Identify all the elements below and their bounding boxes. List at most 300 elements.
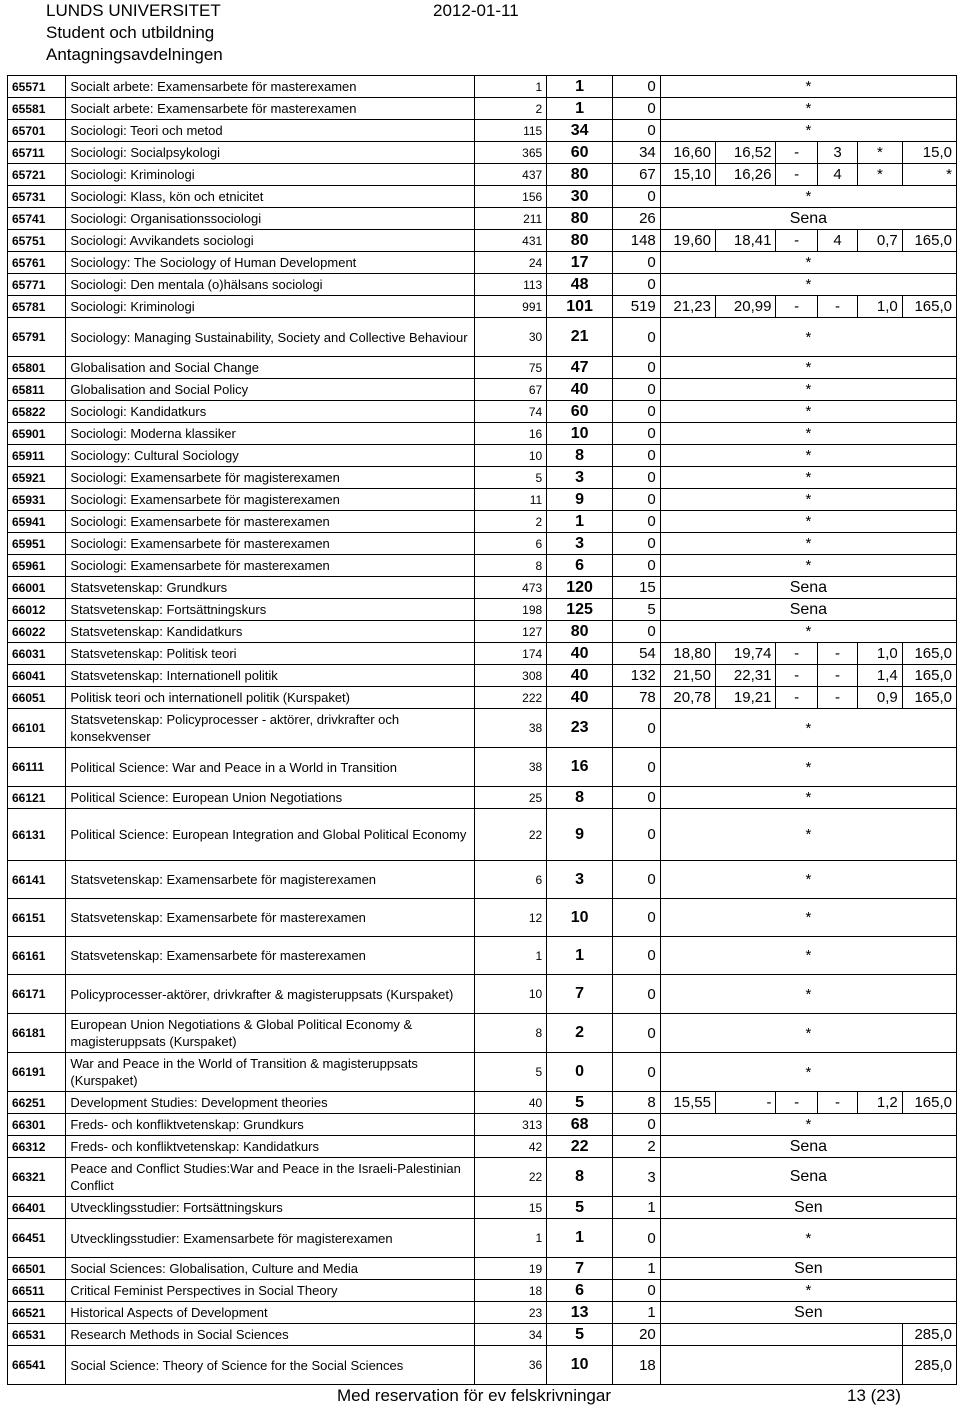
course-name: Sociologi: Examensarbete för masterexamen <box>66 533 475 555</box>
applicants-count: 25 <box>475 787 547 809</box>
reserves-count: 0 <box>613 533 661 555</box>
status-note: * <box>660 445 956 467</box>
applicants-count: 36 <box>475 1346 547 1385</box>
course-code: 66111 <box>8 748 66 787</box>
course-name: Critical Feminist Perspectives in Social Theory <box>66 1280 475 1302</box>
reserves-count: 0 <box>613 861 661 899</box>
admitted-count: 10 <box>547 1346 613 1385</box>
course-name: Sociologi: Examensarbete för magisterexamen <box>66 467 475 489</box>
course-code: 66012 <box>8 599 66 621</box>
status-note: * <box>660 98 956 120</box>
status-note: * <box>660 1280 956 1302</box>
status-note: Sena <box>660 1136 956 1158</box>
applicants-count: 5 <box>475 467 547 489</box>
applicants-count: 40 <box>475 1092 547 1114</box>
reserves-count: 0 <box>613 975 661 1014</box>
merit-value: 15,10 <box>660 164 715 186</box>
course-code: 66531 <box>8 1324 66 1346</box>
table-row <box>8 423 957 445</box>
table-row <box>8 489 957 511</box>
applicants-count: 313 <box>475 1114 547 1136</box>
table-row <box>8 230 957 252</box>
course-code: 66171 <box>8 975 66 1014</box>
status-note: * <box>660 1219 956 1258</box>
merit-value: 19,60 <box>660 230 715 252</box>
course-name: Utvecklingsstudier: Fortsättningskurs <box>66 1197 475 1219</box>
table-row <box>8 252 957 274</box>
reserves-count: 1 <box>613 1197 661 1219</box>
course-code: 66051 <box>8 687 66 709</box>
status-note: * <box>660 787 956 809</box>
table-row <box>8 687 957 709</box>
applicants-count: 16 <box>475 423 547 445</box>
course-name: Sociologi: Examensarbete för masterexamen <box>66 555 475 577</box>
course-code: 66321 <box>8 1158 66 1197</box>
course-name: Sociology: The Sociology of Human Development <box>66 252 475 274</box>
course-code: 65581 <box>8 98 66 120</box>
admitted-count: 80 <box>547 230 613 252</box>
applicants-count: 74 <box>475 401 547 423</box>
table-row <box>8 467 957 489</box>
course-code: 65761 <box>8 252 66 274</box>
applicants-count: 1 <box>475 937 547 975</box>
merit-value: - <box>817 643 857 665</box>
table-row <box>8 401 957 423</box>
course-code: 66191 <box>8 1053 66 1092</box>
applicants-count: 5 <box>475 1053 547 1092</box>
merit-value: 15,0 <box>902 142 956 164</box>
course-code: 65781 <box>8 296 66 318</box>
course-name: Socialt arbete: Examensarbete för masterexamen <box>66 76 475 98</box>
course-name: Statsvetenskap: Examensarbete för masterexamen <box>66 937 475 975</box>
merit-value: 15,55 <box>660 1092 715 1114</box>
merit-value: - <box>715 1092 776 1114</box>
merit-value: 20,99 <box>715 296 776 318</box>
table-row <box>8 1136 957 1158</box>
table-row <box>8 1302 957 1324</box>
admitted-count: 1 <box>547 1219 613 1258</box>
table-row <box>8 748 957 787</box>
admitted-count: 60 <box>547 401 613 423</box>
reserves-count: 3 <box>613 1158 661 1197</box>
course-code: 66401 <box>8 1197 66 1219</box>
course-name: Sociology: Cultural Sociology <box>66 445 475 467</box>
course-code: 65731 <box>8 186 66 208</box>
status-note: * <box>660 186 956 208</box>
reserves-count: 0 <box>613 76 661 98</box>
status-note: * <box>660 357 956 379</box>
table-row <box>8 511 957 533</box>
admitted-count: 8 <box>547 787 613 809</box>
merit-value: 285,0 <box>902 1324 956 1346</box>
reserves-count: 0 <box>613 252 661 274</box>
merit-value: * <box>858 142 903 164</box>
course-code: 66251 <box>8 1092 66 1114</box>
admitted-count: 22 <box>547 1136 613 1158</box>
course-code: 65931 <box>8 489 66 511</box>
admitted-count: 17 <box>547 252 613 274</box>
table-row <box>8 665 957 687</box>
reserves-count: 0 <box>613 401 661 423</box>
admitted-count: 23 <box>547 709 613 748</box>
course-name: Statsvetenskap: Examensarbete för magisterexamen <box>66 861 475 899</box>
applicants-count: 30 <box>475 318 547 357</box>
course-code: 65751 <box>8 230 66 252</box>
merit-value: 165,0 <box>902 296 956 318</box>
course-code: 66121 <box>8 787 66 809</box>
admitted-count: 9 <box>547 489 613 511</box>
reserves-count: 0 <box>613 357 661 379</box>
status-note: * <box>660 1014 956 1053</box>
merit-value: 18,80 <box>660 643 715 665</box>
applicants-count: 127 <box>475 621 547 643</box>
course-name: Sociologi: Den mentala (o)hälsans sociologi <box>66 274 475 296</box>
reserves-count: 0 <box>613 511 661 533</box>
table-row <box>8 809 957 861</box>
applicants-count: 22 <box>475 1158 547 1197</box>
table-row <box>8 1346 957 1385</box>
reserves-count: 0 <box>613 1219 661 1258</box>
course-code: 66541 <box>8 1346 66 1385</box>
course-name: Globalisation and Social Policy <box>66 379 475 401</box>
admitted-count: 80 <box>547 208 613 230</box>
course-name: Peace and Conflict Studies:War and Peace in the Israeli-Palestinian Conflict <box>66 1158 475 1197</box>
applicants-count: 18 <box>475 1280 547 1302</box>
merit-value: 1,0 <box>858 296 903 318</box>
merit-value: 1,0 <box>858 643 903 665</box>
course-code: 65701 <box>8 120 66 142</box>
course-name: Statsvetenskap: Examensarbete för masterexamen <box>66 899 475 937</box>
merit-value: - <box>776 296 817 318</box>
applicants-count: 38 <box>475 748 547 787</box>
course-name: Political Science: European Integration and Global Political Economy <box>66 809 475 861</box>
status-note: * <box>660 120 956 142</box>
table-row <box>8 296 957 318</box>
course-name: Sociologi: Examensarbete för masterexamen <box>66 511 475 533</box>
course-name: Socialt arbete: Examensarbete för masterexamen <box>66 98 475 120</box>
reserves-count: 2 <box>613 1136 661 1158</box>
course-name: Social Science: Theory of Science for the Social Sciences <box>66 1346 475 1385</box>
course-code: 66101 <box>8 709 66 748</box>
reserves-count: 0 <box>613 937 661 975</box>
admitted-count: 21 <box>547 318 613 357</box>
merit-value: 4 <box>817 230 857 252</box>
admitted-count: 0 <box>547 1053 613 1092</box>
reserves-count: 18 <box>613 1346 661 1385</box>
admitted-count: 80 <box>547 164 613 186</box>
status-note: * <box>660 709 956 748</box>
applicants-count: 2 <box>475 98 547 120</box>
merit-value: - <box>817 296 857 318</box>
admitted-count: 16 <box>547 748 613 787</box>
footer-note: Med reservation för ev felskrivningar <box>337 1386 612 1405</box>
status-note: Sena <box>660 208 956 230</box>
applicants-count: 11 <box>475 489 547 511</box>
applicants-count: 38 <box>475 709 547 748</box>
table-row <box>8 1014 957 1053</box>
course-name: War and Peace in the World of Transition & magisteruppsats (Kurspaket) <box>66 1053 475 1092</box>
table-row <box>8 1258 957 1280</box>
merit-value: - <box>776 230 817 252</box>
applicants-count: 22 <box>475 809 547 861</box>
course-code: 65721 <box>8 164 66 186</box>
merit-value: - <box>776 687 817 709</box>
merit-value: 285,0 <box>902 1346 956 1385</box>
table-row <box>8 357 957 379</box>
merit-value: 4 <box>817 164 857 186</box>
admitted-count: 1 <box>547 937 613 975</box>
applicants-count: 1 <box>475 76 547 98</box>
merit-value: - <box>776 665 817 687</box>
applicants-count: 991 <box>475 296 547 318</box>
page-number: 13 (23) <box>847 1386 901 1405</box>
course-name: Globalisation and Social Change <box>66 357 475 379</box>
course-name: Sociologi: Klass, kön och etnicitet <box>66 186 475 208</box>
course-name: European Union Negotiations & Global Political Economy & magisteruppsats (Kurspaket) <box>66 1014 475 1053</box>
applicants-count: 34 <box>475 1324 547 1346</box>
table-row <box>8 709 957 748</box>
course-code: 66001 <box>8 577 66 599</box>
admitted-count: 48 <box>547 274 613 296</box>
table-row <box>8 861 957 899</box>
merit-value: 19,21 <box>715 687 776 709</box>
applicants-count: 222 <box>475 687 547 709</box>
course-name: Political Science: War and Peace in a World in Transition <box>66 748 475 787</box>
course-name: Sociologi: Kriminologi <box>66 296 475 318</box>
applicants-count: 113 <box>475 274 547 296</box>
merit-value: - <box>817 687 857 709</box>
reserves-count: 0 <box>613 1053 661 1092</box>
status-note: * <box>660 76 956 98</box>
reserves-count: 519 <box>613 296 661 318</box>
table-row <box>8 1197 957 1219</box>
status-note: * <box>660 975 956 1014</box>
status-note: Sena <box>660 577 956 599</box>
applicants-count: 6 <box>475 861 547 899</box>
reserves-count: 0 <box>613 621 661 643</box>
admitted-count: 8 <box>547 445 613 467</box>
course-code: 65791 <box>8 318 66 357</box>
table-row <box>8 621 957 643</box>
merit-value: 165,0 <box>902 665 956 687</box>
document-header <box>46 0 223 66</box>
applicants-count: 8 <box>475 1014 547 1053</box>
course-name: Development Studies: Development theories <box>66 1092 475 1114</box>
admitted-count: 68 <box>547 1114 613 1136</box>
admitted-count: 3 <box>547 533 613 555</box>
applicants-count: 115 <box>475 120 547 142</box>
table-row <box>8 599 957 621</box>
admitted-count: 1 <box>547 98 613 120</box>
merit-value: - <box>817 1092 857 1114</box>
merit-value: - <box>776 142 817 164</box>
merit-value: 16,52 <box>715 142 776 164</box>
status-note: * <box>660 899 956 937</box>
course-code: 65901 <box>8 423 66 445</box>
unit-name: Antagningsavdelningen <box>46 45 223 64</box>
status-note: * <box>660 1053 956 1092</box>
applicants-count: 67 <box>475 379 547 401</box>
reserves-count: 0 <box>613 379 661 401</box>
course-name: Sociologi: Kriminologi <box>66 164 475 186</box>
table-row <box>8 274 957 296</box>
merit-value: 165,0 <box>902 230 956 252</box>
admitted-count: 13 <box>547 1302 613 1324</box>
reserves-count: 0 <box>613 467 661 489</box>
admitted-count: 6 <box>547 1280 613 1302</box>
status-note: * <box>660 861 956 899</box>
applicants-count: 19 <box>475 1258 547 1280</box>
course-code: 65911 <box>8 445 66 467</box>
merit-value: 21,50 <box>660 665 715 687</box>
table-row <box>8 975 957 1014</box>
status-note: * <box>660 252 956 274</box>
table-row <box>8 1158 957 1197</box>
table-row <box>8 164 957 186</box>
status-note: Sena <box>660 1158 956 1197</box>
course-code: 65951 <box>8 533 66 555</box>
merit-value: 20,78 <box>660 687 715 709</box>
admitted-count: 80 <box>547 621 613 643</box>
admitted-count: 47 <box>547 357 613 379</box>
status-note: Sen <box>660 1197 956 1219</box>
applicants-count: 174 <box>475 643 547 665</box>
course-code: 65961 <box>8 555 66 577</box>
course-code: 66031 <box>8 643 66 665</box>
table-row <box>8 142 957 164</box>
merit-value: 22,31 <box>715 665 776 687</box>
admitted-count: 60 <box>547 142 613 164</box>
merit-value: - <box>776 1092 817 1114</box>
reserves-count: 8 <box>613 1092 661 1114</box>
status-note: * <box>660 621 956 643</box>
table-row <box>8 1092 957 1114</box>
table-row <box>8 208 957 230</box>
course-code: 66451 <box>8 1219 66 1258</box>
table-row <box>8 445 957 467</box>
reserves-count: 148 <box>613 230 661 252</box>
reserves-count: 0 <box>613 423 661 445</box>
reserves-count: 0 <box>613 1014 661 1053</box>
status-note: * <box>660 748 956 787</box>
admitted-count: 10 <box>547 899 613 937</box>
applicants-count: 6 <box>475 533 547 555</box>
table-row <box>8 186 957 208</box>
table-row <box>8 643 957 665</box>
empty-cells <box>660 1324 902 1346</box>
merit-value: - <box>817 665 857 687</box>
table-row <box>8 1324 957 1346</box>
reserves-count: 132 <box>613 665 661 687</box>
status-note: * <box>660 379 956 401</box>
course-name: Freds- och konfliktvetenskap: Grundkurs <box>66 1114 475 1136</box>
reserves-count: 0 <box>613 186 661 208</box>
reserves-count: 67 <box>613 164 661 186</box>
course-code: 66161 <box>8 937 66 975</box>
applicants-count: 42 <box>475 1136 547 1158</box>
reserves-count: 34 <box>613 142 661 164</box>
merit-value: * <box>858 164 903 186</box>
applicants-count: 211 <box>475 208 547 230</box>
reserves-count: 0 <box>613 318 661 357</box>
merit-value: 0,7 <box>858 230 903 252</box>
reserves-count: 0 <box>613 274 661 296</box>
course-name: Sociologi: Moderna klassiker <box>66 423 475 445</box>
applicants-count: 365 <box>475 142 547 164</box>
reserves-count: 0 <box>613 787 661 809</box>
table-row <box>8 533 957 555</box>
reserves-count: 0 <box>613 120 661 142</box>
admitted-count: 1 <box>547 76 613 98</box>
table-row <box>8 1053 957 1092</box>
applicants-count: 473 <box>475 577 547 599</box>
table-row <box>8 1114 957 1136</box>
admitted-count: 5 <box>547 1324 613 1346</box>
course-code: 66181 <box>8 1014 66 1053</box>
table-row <box>8 379 957 401</box>
admitted-count: 5 <box>547 1197 613 1219</box>
table-row <box>8 120 957 142</box>
status-note: * <box>660 511 956 533</box>
course-name: Policyprocesser-aktörer, drivkrafter & magisteruppsats (Kurspaket) <box>66 975 475 1014</box>
reserves-count: 0 <box>613 748 661 787</box>
merit-value: - <box>776 164 817 186</box>
course-name: Sociologi: Organisationssociologi <box>66 208 475 230</box>
applicants-count: 308 <box>475 665 547 687</box>
merit-value: 165,0 <box>902 1092 956 1114</box>
merit-value: 19,74 <box>715 643 776 665</box>
reserves-count: 20 <box>613 1324 661 1346</box>
course-name: Statsvetenskap: Internationell politik <box>66 665 475 687</box>
course-code: 66521 <box>8 1302 66 1324</box>
reserves-count: 26 <box>613 208 661 230</box>
reserves-count: 1 <box>613 1302 661 1324</box>
course-code: 65801 <box>8 357 66 379</box>
table-row <box>8 318 957 357</box>
course-name: Research Methods in Social Sciences <box>66 1324 475 1346</box>
reserves-count: 0 <box>613 709 661 748</box>
status-note: * <box>660 489 956 511</box>
admitted-count: 120 <box>547 577 613 599</box>
admitted-count: 7 <box>547 975 613 1014</box>
admitted-count: 8 <box>547 1158 613 1197</box>
table-row <box>8 76 957 98</box>
course-name: Social Sciences: Globalisation, Culture and Media <box>66 1258 475 1280</box>
document-date: 2012-01-11 <box>433 1 519 20</box>
course-name: Statsvetenskap: Politisk teori <box>66 643 475 665</box>
table-row <box>8 937 957 975</box>
table-row <box>8 555 957 577</box>
course-code: 65811 <box>8 379 66 401</box>
course-code: 65711 <box>8 142 66 164</box>
applicants-count: 15 <box>475 1197 547 1219</box>
course-code: 66511 <box>8 1280 66 1302</box>
admitted-count: 3 <box>547 467 613 489</box>
admissions-table <box>7 75 957 1385</box>
admitted-count: 2 <box>547 1014 613 1053</box>
merit-value: * <box>902 164 956 186</box>
admitted-count: 7 <box>547 1258 613 1280</box>
table-row <box>8 1280 957 1302</box>
course-name: Sociologi: Socialpsykologi <box>66 142 475 164</box>
course-code: 66312 <box>8 1136 66 1158</box>
reserves-count: 54 <box>613 643 661 665</box>
status-note: Sena <box>660 599 956 621</box>
applicants-count: 23 <box>475 1302 547 1324</box>
merit-value: 16,26 <box>715 164 776 186</box>
reserves-count: 0 <box>613 555 661 577</box>
admitted-count: 40 <box>547 379 613 401</box>
